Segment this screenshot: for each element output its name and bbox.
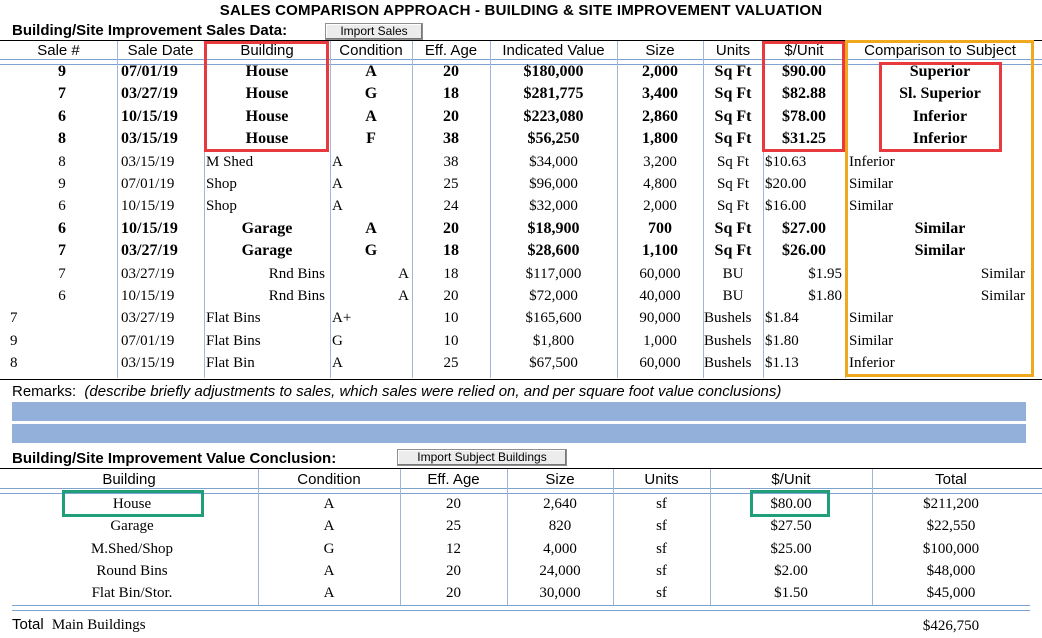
conclusion-row-3-units[interactable]: sf: [656, 562, 667, 579]
sales-row-10-age[interactable]: 20: [443, 288, 459, 304]
sales-row-5-comparison[interactable]: Similar: [849, 176, 894, 192]
sales-row-13-value[interactable]: $67,500: [529, 355, 578, 372]
total-label: Total: [12, 616, 44, 633]
conclusion-row-1-size[interactable]: 820: [548, 518, 572, 535]
sales-row-13-age[interactable]: 25: [443, 355, 459, 372]
sales-row-8-units[interactable]: Sq Ft: [714, 242, 752, 260]
sales-row-4-size[interactable]: 3,200: [643, 153, 677, 170]
conclusion-row-4-building[interactable]: Flat Bin/Stor.: [91, 585, 173, 602]
conclusion-row-3-size[interactable]: 24,000: [539, 562, 581, 579]
unit-price-house-highlight: [762, 41, 845, 152]
sales-row-9-sale[interactable]: 7: [58, 265, 66, 282]
conclusion-row-3-unit_price[interactable]: $2.00: [774, 562, 808, 579]
sales-section-label: Building/Site Improvement Sales Data:: [12, 22, 288, 39]
sales-row-5-date[interactable]: 07/01/19: [121, 176, 175, 192]
page-title: SALES COMPARISON APPROACH - BUILDING & SITE IMPROVEMENT VALUATION: [219, 2, 823, 19]
conclusion-header-units: Units: [644, 471, 679, 488]
sales-row-12-comparison[interactable]: Similar: [849, 332, 894, 349]
sales-row-12-unit_price[interactable]: $1.80: [765, 332, 799, 349]
conclusion-row-2-unit_price[interactable]: $25.00: [770, 540, 812, 557]
sales-header-date: Sale Date: [127, 42, 194, 59]
sales-row-0-units[interactable]: Sq Ft: [714, 63, 752, 80]
total-value: $426,750: [922, 618, 980, 634]
sales-row-10-size[interactable]: 40,000: [639, 288, 681, 304]
sales-row-1-comparison[interactable]: Sl. Superior: [899, 85, 981, 103]
conclusion-row-3-age[interactable]: 20: [446, 562, 461, 579]
conclusion-row-4-total[interactable]: $45,000: [926, 585, 976, 602]
sales-row-7-age[interactable]: 20: [443, 219, 459, 237]
sales-row-2-comparison[interactable]: Inferior: [912, 107, 968, 125]
sales-row-5-size[interactable]: 4,800: [643, 176, 677, 192]
sales-row-11-date[interactable]: 03/27/19: [121, 310, 175, 327]
sales-row-10-value[interactable]: $72,000: [529, 288, 578, 304]
sales-row-4-units[interactable]: Sq Ft: [716, 153, 750, 170]
sales-row-9-units[interactable]: BU: [722, 265, 744, 282]
sales-row-4-age[interactable]: 38: [443, 153, 459, 170]
sales-row-12-sale[interactable]: 9: [10, 332, 18, 349]
sales-row-6-condition[interactable]: A: [332, 198, 343, 215]
sales-row-13-date[interactable]: 03/15/19: [121, 355, 175, 372]
conclusion-header-condition: Condition: [297, 471, 361, 488]
sales-row-11-unit_price[interactable]: $1.84: [765, 310, 799, 327]
sales-row-6-unit_price[interactable]: $16.00: [765, 198, 807, 215]
sales-row-8-value[interactable]: $28,600: [527, 242, 580, 260]
remarks-input-line-1[interactable]: [12, 402, 1026, 421]
sales-row-3-size[interactable]: 1,800: [642, 130, 678, 148]
sales-row-4-date[interactable]: 03/15/19: [121, 153, 175, 170]
sales-row-11-age[interactable]: 10: [443, 310, 459, 327]
sales-row-1-units[interactable]: Sq Ft: [714, 85, 752, 103]
remarks-top-border: [0, 379, 1042, 380]
conclusion-header-total: Total: [935, 471, 967, 488]
sales-row-0-age[interactable]: 20: [443, 63, 459, 80]
conclusion-header-age: Eff. Age: [427, 471, 480, 488]
sales-header-comparison: Comparison to Subject: [864, 42, 1016, 59]
conclusion-row-3-building[interactable]: Round Bins: [96, 562, 168, 579]
conclusion-row-3-total[interactable]: $48,000: [926, 562, 976, 579]
sales-row-8-comparison[interactable]: Similar: [914, 242, 966, 260]
sales-row-1-date[interactable]: 03/27/19: [121, 85, 178, 103]
sales-row-12-size[interactable]: 1,000: [643, 332, 677, 349]
conclusion-row-1-units[interactable]: sf: [656, 518, 667, 535]
sales-row-3-age[interactable]: 38: [443, 130, 459, 148]
sales-row-3-date[interactable]: 03/15/19: [121, 130, 178, 148]
conclusion-row-2-condition[interactable]: G: [323, 540, 335, 557]
sales-row-6-age[interactable]: 24: [443, 198, 459, 215]
sales-row-2-building[interactable]: House: [245, 107, 289, 125]
sales-row-4-building[interactable]: M Shed: [206, 153, 254, 170]
sales-row-0-sale[interactable]: 9: [58, 63, 66, 80]
remarks-input-line-2[interactable]: [12, 424, 1026, 443]
sales-row-10-unit_price[interactable]: $1.80: [808, 288, 842, 304]
sales-row-6-date[interactable]: 10/15/19: [121, 198, 175, 215]
sales-row-4-condition[interactable]: A: [332, 153, 343, 170]
sales-row-2-size[interactable]: 2,860: [642, 107, 678, 125]
import-subject-buildings-button[interactable]: Import Subject Buildings: [397, 449, 567, 466]
sales-row-12-age[interactable]: 10: [443, 332, 459, 349]
sales-row-13-building[interactable]: Flat Bin: [206, 355, 255, 372]
sales-row-11-sale[interactable]: 7: [10, 310, 18, 327]
conclusion-row-4-age[interactable]: 20: [446, 585, 461, 602]
sales-row-12-condition[interactable]: G: [332, 332, 343, 349]
sales-row-2-date[interactable]: 10/15/19: [121, 107, 178, 125]
sales-row-5-unit_price[interactable]: $20.00: [765, 176, 807, 192]
sales-row-1-size[interactable]: 3,400: [642, 85, 678, 103]
conclusion-row-4-condition[interactable]: A: [323, 585, 335, 602]
sales-row-7-date[interactable]: 10/15/19: [121, 219, 178, 237]
sales-row-11-units[interactable]: Bushels: [704, 310, 752, 327]
sales-row-3-unit_price[interactable]: $31.25: [782, 130, 826, 148]
sales-row-2-sale[interactable]: 6: [58, 107, 66, 125]
sales-row-10-date[interactable]: 10/15/19: [121, 288, 175, 304]
conclusion-row-0-building[interactable]: House: [112, 496, 152, 512]
sales-row-4-unit_price[interactable]: $10.63: [765, 153, 807, 170]
conclusion-row-4-units[interactable]: sf: [656, 585, 667, 602]
sales-row-1-building[interactable]: House: [245, 85, 289, 103]
sales-row-8-sale[interactable]: 7: [58, 242, 66, 260]
conclusion-row-4-size[interactable]: 30,000: [539, 585, 581, 602]
sales-row-9-date[interactable]: 03/27/19: [121, 265, 175, 282]
conclusion-row-0-total[interactable]: $211,200: [923, 496, 979, 512]
sales-row-5-condition[interactable]: A: [332, 176, 343, 192]
sales-row-2-condition[interactable]: A: [365, 107, 377, 125]
sales-row-8-age[interactable]: 18: [443, 242, 459, 260]
sales-row-4-value[interactable]: $34,000: [529, 153, 578, 170]
sales-row-1-value[interactable]: $281,775: [523, 85, 584, 103]
conclusion-row-0-unit_price[interactable]: $80.00: [770, 496, 812, 512]
comparison-column-highlight: [845, 40, 1034, 377]
sales-row-13-unit_price[interactable]: $1.13: [765, 355, 799, 372]
conclusion-row-1-unit_price[interactable]: $27.50: [770, 518, 812, 535]
import-sales-button[interactable]: Import Sales: [325, 23, 423, 40]
sales-row-5-units[interactable]: Sq Ft: [716, 176, 750, 192]
sales-row-0-unit_price[interactable]: $90.00: [782, 63, 826, 80]
conclusion-row-2-units[interactable]: sf: [656, 540, 667, 557]
sales-row-2-unit_price[interactable]: $78.00: [782, 107, 826, 125]
sales-row-12-units[interactable]: Bushels: [704, 332, 752, 349]
conclusion-header-unit_price: $/Unit: [771, 471, 811, 488]
conclusion-bottom-divider: [12, 605, 1030, 611]
sales-row-7-units[interactable]: Sq Ft: [714, 219, 752, 237]
sales-row-0-condition[interactable]: A: [365, 63, 377, 80]
sales-row-3-building[interactable]: House: [245, 130, 289, 148]
conclusion-header-size: Size: [545, 471, 575, 488]
sales-row-7-comparison[interactable]: Similar: [914, 219, 966, 237]
sales-row-8-building[interactable]: Garage: [241, 242, 293, 260]
conclusion-row-2-total[interactable]: $100,000: [922, 540, 980, 557]
sales-row-10-condition[interactable]: A: [398, 288, 409, 304]
sales-row-12-building[interactable]: Flat Bins: [206, 332, 261, 349]
sales-header-size: Size: [645, 42, 675, 59]
sales-header-value: Indicated Value: [502, 42, 605, 59]
sales-row-4-comparison[interactable]: Inferior: [849, 153, 895, 170]
sales-row-3-units[interactable]: Sq Ft: [714, 130, 752, 148]
sales-row-13-sale[interactable]: 8: [10, 355, 18, 372]
sales-row-13-comparison[interactable]: Inferior: [849, 355, 895, 372]
sales-row-8-date[interactable]: 03/27/19: [121, 242, 178, 260]
sales-row-6-units[interactable]: Sq Ft: [716, 198, 750, 215]
sales-row-0-date[interactable]: 07/01/19: [121, 63, 178, 80]
sales-row-13-units[interactable]: Bushels: [704, 355, 752, 372]
conclusion-row-1-age[interactable]: 25: [446, 518, 461, 535]
conclusion-row-3-condition[interactable]: A: [323, 562, 335, 579]
sales-row-1-condition[interactable]: G: [364, 85, 378, 103]
sales-row-3-sale[interactable]: 8: [58, 130, 66, 148]
sales-row-9-value[interactable]: $117,000: [525, 265, 582, 282]
sales-row-7-building[interactable]: Garage: [241, 219, 293, 237]
subject-house-highlight: [62, 490, 204, 517]
building-house-highlight: [204, 41, 329, 152]
conclusion-row-0-age[interactable]: 20: [446, 496, 461, 512]
conclusion-row-2-age[interactable]: 12: [446, 540, 461, 557]
sales-row-5-sale[interactable]: 9: [58, 176, 66, 192]
sales-row-6-comparison[interactable]: Similar: [849, 198, 894, 215]
sales-row-2-age[interactable]: 20: [443, 107, 459, 125]
sales-row-11-building[interactable]: Flat Bins: [206, 310, 261, 327]
sales-row-11-size[interactable]: 90,000: [639, 310, 681, 327]
sales-row-11-comparison[interactable]: Similar: [849, 310, 894, 327]
sales-row-10-building[interactable]: Rnd Bins: [268, 288, 325, 304]
sales-row-9-comparison[interactable]: Similar: [980, 265, 1025, 282]
sales-header-units: Units: [715, 42, 751, 59]
sales-row-4-sale[interactable]: 8: [58, 153, 66, 170]
sales-row-0-comparison[interactable]: Superior: [909, 63, 971, 80]
sales-row-12-value[interactable]: $1,800: [532, 332, 575, 349]
sales-header-sale: Sale #: [37, 42, 80, 59]
sales-row-10-sale[interactable]: 6: [58, 288, 66, 304]
remarks-hint: (describe briefly adjustments to sales, which sales were relied on, and per square foot value conclusions): [84, 383, 782, 400]
sales-row-2-value[interactable]: $223,080: [523, 107, 584, 125]
conclusion-row-0-units[interactable]: sf: [656, 496, 667, 512]
sales-row-11-condition[interactable]: A+: [332, 310, 352, 327]
sales-row-6-size[interactable]: 2,000: [643, 198, 677, 215]
sales-header-age: Eff. Age: [424, 42, 478, 59]
sales-row-3-comparison[interactable]: Inferior: [912, 130, 968, 148]
conclusion-row-4-unit_price[interactable]: $1.50: [774, 585, 808, 602]
sales-row-5-building[interactable]: Shop: [206, 176, 237, 192]
sales-header-building: Building: [240, 42, 294, 59]
sales-row-3-condition[interactable]: F: [366, 130, 376, 148]
sales-row-12-date[interactable]: 07/01/19: [121, 332, 175, 349]
conclusion-row-0-condition[interactable]: A: [323, 496, 335, 512]
sales-row-6-value[interactable]: $32,000: [529, 198, 578, 215]
sales-row-1-age[interactable]: 18: [443, 85, 459, 103]
sales-header-unit_price: $/Unit: [784, 42, 824, 59]
sales-row-13-size[interactable]: 60,000: [639, 355, 681, 372]
sales-row-5-age[interactable]: 25: [443, 176, 459, 192]
total-row: [12, 616, 146, 634]
remarks-label: Remarks:: [12, 383, 77, 400]
sales-row-10-comparison[interactable]: Similar: [980, 288, 1025, 304]
conclusion-row-2-size[interactable]: 4,000: [543, 540, 577, 557]
sales-row-7-condition[interactable]: A: [365, 219, 377, 237]
sales-row-1-unit_price[interactable]: $82.88: [782, 85, 826, 103]
sales-row-8-unit_price[interactable]: $26.00: [782, 242, 826, 260]
sales-row-13-condition[interactable]: A: [332, 355, 343, 372]
sales-row-7-size[interactable]: 700: [648, 219, 672, 237]
conclusion-section-label: Building/Site Improvement Value Conclusion:: [12, 450, 337, 467]
conclusion-header-building: Building: [102, 471, 156, 488]
sales-row-8-size[interactable]: 1,100: [642, 242, 678, 260]
sales-row-2-units[interactable]: Sq Ft: [714, 107, 752, 125]
subject-unit-price-highlight: [750, 490, 830, 517]
sales-row-7-sale[interactable]: 6: [58, 219, 66, 237]
sales-row-6-building[interactable]: Shop: [206, 198, 237, 215]
sales-row-8-condition[interactable]: G: [364, 242, 378, 260]
sales-row-1-sale[interactable]: 7: [58, 85, 66, 103]
sales-row-9-size[interactable]: 60,000: [639, 265, 681, 282]
sales-row-0-value[interactable]: $180,000: [523, 63, 584, 80]
sales-row-9-building[interactable]: Rnd Bins: [268, 265, 325, 282]
sales-row-10-units[interactable]: BU: [722, 288, 744, 304]
sales-row-9-condition[interactable]: A: [398, 265, 409, 282]
total-sublabel: Main Buildings: [51, 617, 146, 633]
remarks-row: [12, 383, 781, 400]
sales-row-6-sale[interactable]: 6: [58, 198, 66, 215]
conclusion-row-1-total[interactable]: $22,550: [926, 518, 976, 535]
sales-row-3-value[interactable]: $56,250: [527, 130, 580, 148]
sales-row-11-value[interactable]: $165,600: [525, 310, 582, 327]
conclusion-table-top-border: [0, 468, 1042, 469]
conclusion-row-2-building[interactable]: M.Shed/Shop: [90, 540, 174, 557]
sales-header-condition: Condition: [339, 42, 403, 59]
conclusion-row-1-building[interactable]: Garage: [110, 518, 154, 535]
sales-row-0-building[interactable]: House: [245, 63, 289, 80]
sales-row-7-unit_price[interactable]: $27.00: [782, 219, 826, 237]
sales-row-7-value[interactable]: $18,900: [527, 219, 580, 237]
sales-row-5-value[interactable]: $96,000: [529, 176, 578, 192]
sales-row-9-age[interactable]: 18: [443, 265, 459, 282]
conclusion-row-1-condition[interactable]: A: [323, 518, 335, 535]
sales-row-0-size[interactable]: 2,000: [642, 63, 678, 80]
conclusion-row-0-size[interactable]: 2,640: [543, 496, 577, 512]
sales-row-9-unit_price[interactable]: $1.95: [808, 265, 842, 282]
